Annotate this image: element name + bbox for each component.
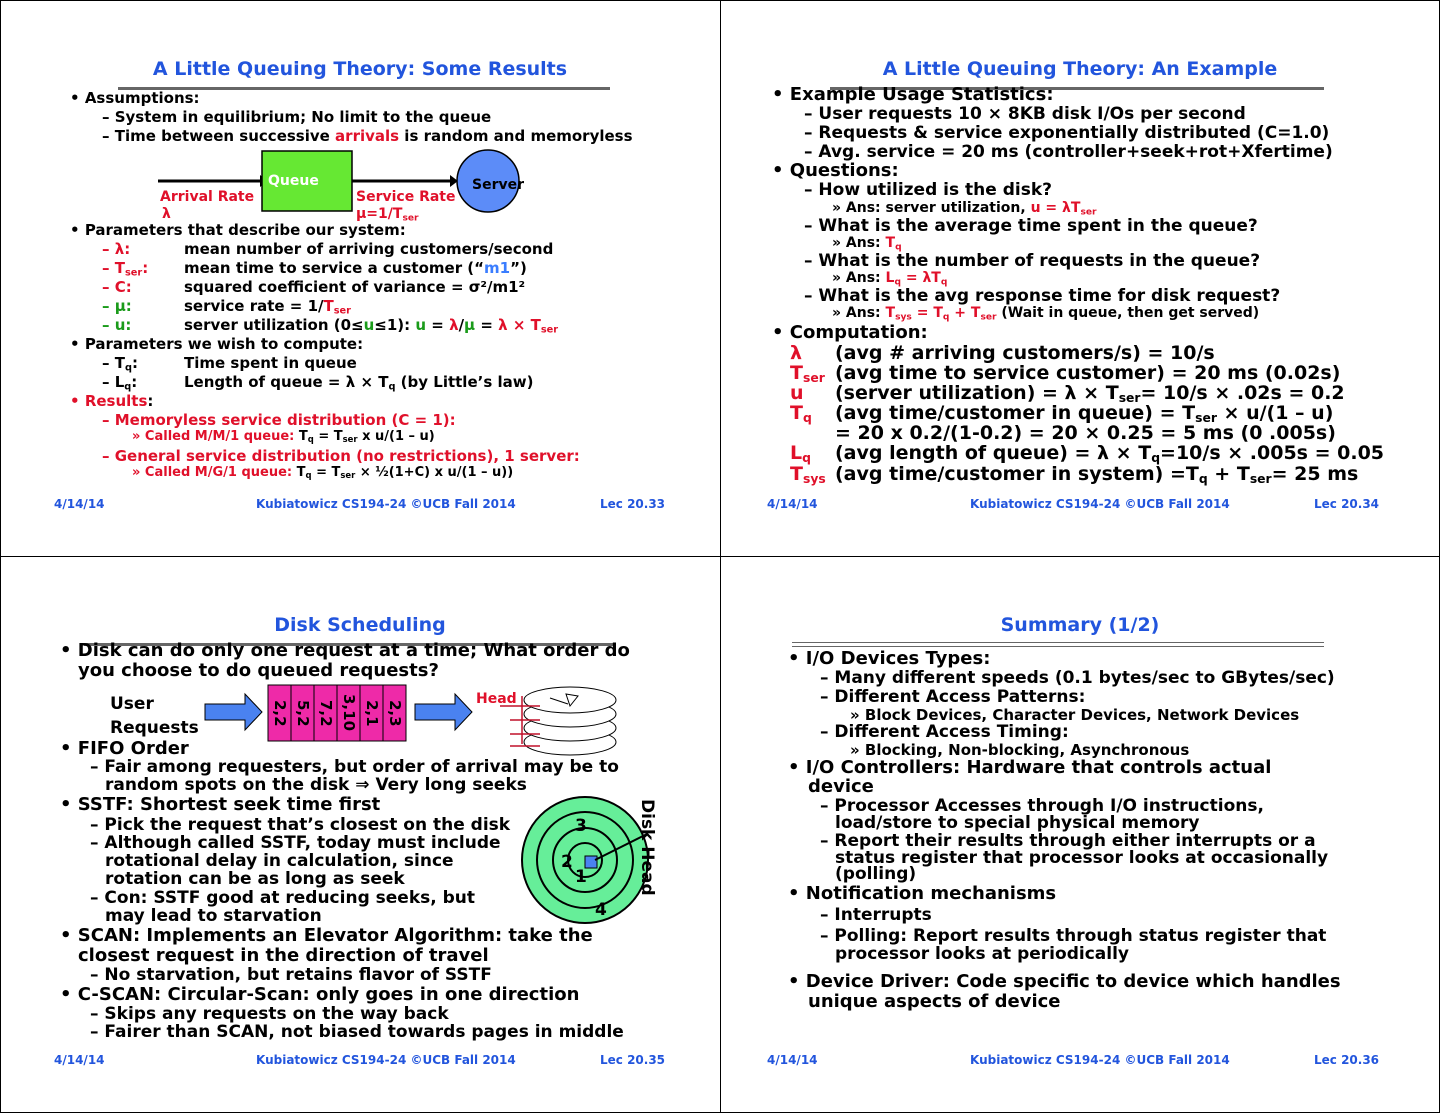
cscan-1: – Skips any requests on the way back bbox=[90, 1004, 449, 1024]
comp-tq: (avg time/customer in queue) = $T_{ser} \times u/(1 - u)$ bbox=[835, 402, 1334, 426]
notify-interrupts: – Interrupts bbox=[820, 905, 932, 925]
bullet-device-driver: • Device Driver: Code specific to device which handles bbox=[788, 971, 1341, 992]
question-1: – How utilized is the disk? bbox=[804, 180, 1052, 200]
server-label: Server bbox=[472, 177, 525, 193]
io-report: – Report their results through either interrupts or a bbox=[820, 831, 1316, 851]
slide-34 bbox=[720, 0, 1440, 556]
arrival-rate-symbol: λ bbox=[162, 206, 171, 222]
sstf-1: – Pick the request that’s closest on the disk bbox=[90, 815, 511, 835]
result-mm1-formula: » Called M/M/1 queue: $T_q = T_{ser}$ x u/(1 – u) bbox=[132, 429, 435, 445]
bullet-sstf: • SSTF: Shortest seek time first bbox=[60, 794, 381, 815]
footer-course: Kubiatowicz CS194-24 ©UCB Fall 2014 bbox=[256, 497, 516, 511]
disk-queue-diagram bbox=[200, 682, 630, 762]
bullet-parameters: • Parameters that describe our system: bbox=[70, 221, 406, 239]
question-3: – What is the number of requests in the queue? bbox=[804, 251, 1261, 271]
io-device-kinds: » Block Devices, Character Devices, Network Devices bbox=[850, 706, 1300, 724]
slide-title: A Little Queuing Theory: An Example bbox=[882, 58, 1278, 80]
disk-head-label: Disk Head bbox=[637, 799, 657, 896]
comp-tq-calc: = 20 x 0.2/(1-0.2) = 20 × 0.25 = 5 ms (0 .005s) bbox=[835, 422, 1336, 444]
bullet-fifo: • FIFO Order bbox=[60, 738, 189, 759]
sstf-2b: rotational delay in calculation, since bbox=[105, 851, 454, 871]
head-arrow-icon bbox=[415, 694, 472, 730]
slide-36 bbox=[720, 556, 1440, 1112]
comp-tsys: (avg time/customer in system) $=T_q + T_{ser}= 25$ ms bbox=[835, 463, 1359, 487]
assumption-1: – System in equilibrium; No limit to the queue bbox=[102, 108, 492, 126]
track-label-4: 4 bbox=[595, 900, 607, 920]
compute-lq-text: Length of queue = $\lambda \times T_q$ (by Little’s law) bbox=[184, 373, 534, 393]
bullet-io-controllers: • I/O Controllers: Hardware that controls actual bbox=[788, 757, 1272, 778]
param-u-text: server utilization (0≤u≤1): $u = \lambda/\mu = \lambda \times T_{ser}$ bbox=[184, 316, 559, 336]
comp-lambda-sym: λ bbox=[790, 342, 803, 364]
sstf-3b: may lead to starvation bbox=[105, 906, 322, 926]
head-label: Head bbox=[476, 691, 517, 707]
footer-date: 4/14/14 bbox=[767, 1053, 818, 1067]
request-arrow-icon bbox=[205, 694, 262, 730]
footer-page: Lec 20.35 bbox=[600, 1053, 666, 1067]
comp-lq: (avg length of queue) = $\lambda \times T_q=10/s \times .005s = 0.05$ bbox=[835, 442, 1385, 466]
usage-1: – User requests 10 × 8KB disk I/Os per second bbox=[804, 104, 1246, 124]
arrival-rate-label: Arrival Rate bbox=[160, 189, 255, 205]
cscan-2: – Fairer than SCAN, not biased towards pages in middle bbox=[90, 1022, 624, 1042]
param-lambda-sym: – λ: bbox=[102, 240, 131, 258]
comp-u: (server utilization) = $\lambda \times T_{ser}= 10/s \times .02s = 0.2$ bbox=[835, 382, 1345, 406]
slide-body bbox=[0, 556, 720, 1112]
service-rate-symbol: $\mu=1/T_{ser}$ bbox=[356, 206, 419, 224]
bullet-notification: • Notification mechanisms bbox=[788, 883, 1057, 904]
footer-course: Kubiatowicz CS194-24 ©UCB Fall 2014 bbox=[970, 497, 1230, 511]
service-rate-label: Service Rate bbox=[356, 189, 456, 205]
param-u-sym: – u: bbox=[102, 316, 132, 334]
io-controllers-cont: device bbox=[808, 776, 874, 797]
queue-item: 7,2 bbox=[317, 699, 335, 727]
footer-course: Kubiatowicz CS194-24 ©UCB Fall 2014 bbox=[970, 1053, 1230, 1067]
assumption-2: – Time between successive arrivals is random and memoryless bbox=[102, 127, 633, 145]
comp-lambda: (avg # arriving customers/s) = 10/s bbox=[835, 342, 1215, 364]
footer-date: 4/14/14 bbox=[54, 1053, 105, 1067]
bullet-cscan: • C-SCAN: Circular-Scan: only goes in one direction bbox=[60, 984, 580, 1005]
answer-4: » Ans: $T_{sys} = T_q + T_{ser}$ (Wait in queue, then get served) bbox=[832, 305, 1260, 323]
bullet-computation: • Computation: bbox=[772, 322, 928, 343]
io-speeds: – Many different speeds (0.1 bytes/sec to GBytes/sec) bbox=[820, 668, 1335, 688]
queue-item: 3,10 bbox=[340, 694, 358, 732]
param-tser-sym: – $T_{ser}$: bbox=[102, 259, 149, 279]
track-label-1: 1 bbox=[575, 867, 587, 887]
slide-35 bbox=[0, 556, 720, 1112]
slide-body bbox=[0, 0, 720, 556]
notify-polling: – Polling: Report results through status register that bbox=[820, 926, 1327, 946]
sstf-2: – Although called SSTF, today must include bbox=[90, 833, 501, 853]
param-mu-sym: – μ: bbox=[102, 297, 132, 315]
param-mu-text: service rate = $1/T_{ser}$ bbox=[184, 297, 351, 317]
param-tser-text: mean time to service a customer (“m1”) bbox=[184, 259, 527, 277]
footer-date: 4/14/14 bbox=[54, 497, 105, 511]
comp-tser-sym: $T_{ser}$ bbox=[790, 362, 825, 386]
io-report-cont: status register that processor looks at occasionally bbox=[835, 848, 1329, 868]
sstf-3: – Con: SSTF good at reducing seeks, but bbox=[90, 888, 476, 908]
io-instructions-cont: load/store to special physical memory bbox=[835, 813, 1200, 833]
queue-item: 2,2 bbox=[271, 699, 289, 727]
slide-title: A Little Queuing Theory: Some Results bbox=[152, 58, 568, 80]
device-driver-cont: unique aspects of device bbox=[808, 991, 1061, 1012]
slide-body bbox=[720, 0, 1440, 556]
sstf-2c: rotation can be as long as seek bbox=[105, 869, 405, 889]
question-2: – What is the average time spent in the queue? bbox=[804, 216, 1258, 236]
param-c-sym: – C: bbox=[102, 278, 132, 296]
disk-intro-cont: you choose to do queued requests? bbox=[78, 660, 439, 681]
io-access-patterns: – Different Access Patterns: bbox=[820, 687, 1086, 707]
io-timing-kinds: » Blocking, Non-blocking, Asynchronous bbox=[850, 741, 1190, 759]
bullet-io-devices: • I/O Devices Types: bbox=[788, 648, 991, 669]
slide-title: Summary (1/2) bbox=[1000, 614, 1160, 636]
fifo-1: – Fair among requesters, but order of arrival may be to bbox=[90, 757, 619, 777]
question-4: – What is the avg response time for disk request? bbox=[804, 286, 1281, 306]
compute-tq-sym: – $T_q$: bbox=[102, 354, 138, 374]
track-label-3: 3 bbox=[575, 816, 587, 836]
answer-1: » Ans: server utilization, $u = \lambda T_{ser}$ bbox=[832, 200, 1097, 218]
scan-1: – No starvation, but retains flavor of SSTF bbox=[90, 965, 492, 985]
answer-3: » Ans: $L_q = \lambda T_q$ bbox=[832, 270, 948, 288]
answer-2: » Ans: $T_q$ bbox=[832, 235, 902, 253]
footer-page: Lec 20.36 bbox=[1314, 1053, 1380, 1067]
result-mg1: – General service distribution (no restrictions), 1 server: bbox=[102, 447, 580, 465]
result-mm1: – Memoryless service distribution (C = 1): bbox=[102, 411, 456, 429]
user-label: User bbox=[110, 694, 154, 714]
io-report-polling: (polling) bbox=[835, 864, 917, 884]
queue-item: 5,2 bbox=[294, 699, 312, 727]
requests-label: Requests bbox=[110, 718, 199, 738]
bullet-questions: • Questions: bbox=[772, 160, 899, 181]
track-label-2: 2 bbox=[561, 852, 573, 872]
bullet-usage: • Example Usage Statistics: bbox=[772, 84, 1054, 105]
slide-33 bbox=[0, 0, 720, 556]
queue-label: Queue bbox=[268, 173, 319, 189]
footer-page: Lec 20.33 bbox=[600, 497, 666, 511]
bullet-disk-intro: • Disk can do only one request at a time; What order do bbox=[60, 640, 630, 661]
compute-tq-text: Time spent in queue bbox=[184, 354, 357, 372]
bullet-compute: • Parameters we wish to compute: bbox=[70, 335, 364, 353]
param-c-text: squared coefficient of variance = σ²/m1² bbox=[184, 278, 526, 296]
bullet-results: • Results: bbox=[70, 392, 154, 410]
footer-course: Kubiatowicz CS194-24 ©UCB Fall 2014 bbox=[256, 1053, 516, 1067]
bullet-assumptions: • Assumptions: bbox=[70, 89, 200, 107]
bullet-scan: • SCAN: Implements an Elevator Algorithm: take the bbox=[60, 925, 593, 946]
footer-page: Lec 20.34 bbox=[1314, 497, 1380, 511]
comp-lq-sym: $L_q$ bbox=[790, 442, 811, 466]
comp-tser: (avg time to service customer) = 20 ms (0.02s) bbox=[835, 362, 1341, 384]
usage-3: – Avg. service = 20 ms (controller+seek+rot+Xfertime) bbox=[804, 142, 1333, 162]
fifo-1b: random spots on the disk ⇒ Very long seeks bbox=[105, 775, 527, 795]
scan-cont: closest request in the direction of travel bbox=[78, 945, 489, 966]
usage-2: – Requests & service exponentially distributed (C=1.0) bbox=[804, 123, 1330, 143]
slide-body bbox=[720, 556, 1440, 1112]
param-lambda-text: mean number of arriving customers/second bbox=[184, 240, 554, 258]
queue-item: 2,1 bbox=[363, 699, 381, 727]
footer-date: 4/14/14 bbox=[767, 497, 818, 511]
slide-title: Disk Scheduling bbox=[274, 614, 446, 636]
comp-tq-sym: $T_q$ bbox=[790, 402, 812, 426]
notify-polling-cont: processor looks at periodically bbox=[835, 944, 1129, 964]
comp-tsys-sym: $T_{sys}$ bbox=[790, 463, 826, 487]
result-mg1-formula: » Called M/G/1 queue: $T_q = T_{ser}$ × ½(1+C) x u/(1 – u)) bbox=[132, 465, 514, 481]
io-access-timing: – Different Access Timing: bbox=[820, 722, 1069, 742]
compute-lq-sym: – $L_q$: bbox=[102, 373, 138, 393]
io-instructions: – Processor Accesses through I/O instructions, bbox=[820, 796, 1264, 816]
comp-u-sym: u bbox=[790, 382, 804, 404]
queue-item: 2,3 bbox=[386, 699, 404, 727]
